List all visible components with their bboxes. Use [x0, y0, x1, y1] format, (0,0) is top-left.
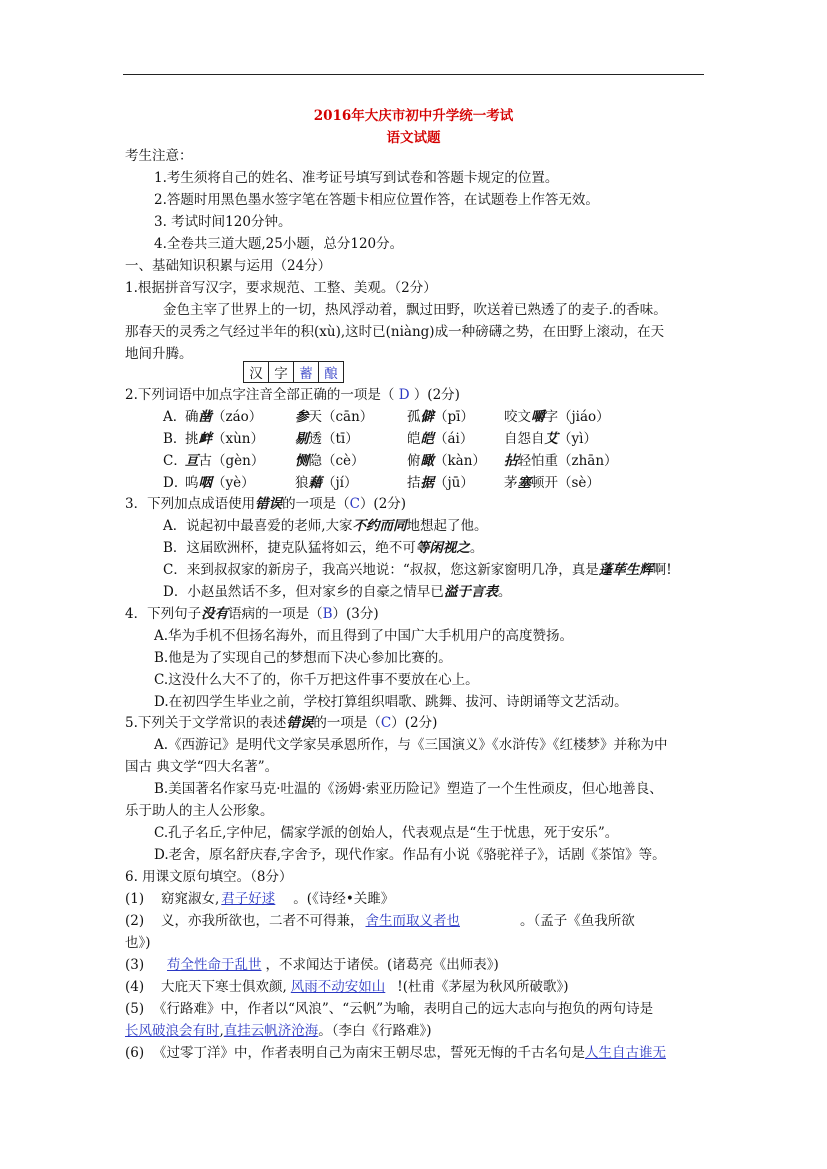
- word-part: 孤: [407, 409, 421, 425]
- grid-cell: 字: [269, 362, 294, 383]
- question-5-line: 乐于助人的主人公形象。: [125, 803, 274, 819]
- question-1-passage: 地间升腾。: [125, 346, 193, 362]
- pinyin: （jū）: [434, 475, 474, 491]
- stem-text: 5.下列关于文学常识的表述: [125, 715, 287, 731]
- fill-item: [125, 890, 711, 908]
- pinyin: （xùn）: [212, 431, 265, 447]
- question-3-option: [163, 539, 711, 557]
- answer-text: 长风破浪会有时: [125, 1023, 220, 1039]
- word-part: 呜: [185, 475, 199, 491]
- option-text: 啊!: [652, 562, 672, 578]
- pinyin: （pī）: [434, 409, 474, 425]
- dotted-char: 恻: [295, 453, 309, 469]
- stem-emphasis: 错误: [255, 496, 283, 512]
- option-text: D．小赵虽然话不多，但对家乡的自豪之情早已: [163, 584, 444, 600]
- item-number: (1): [125, 891, 145, 907]
- question-5-line: C.孔子名丘,字仲尼，儒家学派的创始人，代表观点是“生于忧患，死于安乐”。: [154, 825, 619, 841]
- item-text: ，不求闻达于诸侯。(诸葛亮《出师表》): [265, 957, 499, 973]
- item-text: 窈窕淑女,: [161, 891, 220, 907]
- exam-subtitle: 语文试题: [386, 130, 441, 146]
- notice-heading: 考生注意：: [125, 148, 193, 164]
- stem-text: 的一项是（: [282, 496, 350, 512]
- item-number: (6): [125, 1045, 145, 1061]
- item-text: 。（孟子《鱼我所欲: [520, 913, 635, 929]
- grid-cell-answer: 酿: [319, 362, 344, 383]
- item-text: 。(《诗经•关雎》: [293, 891, 395, 907]
- pinyin: 隐（cè）: [308, 453, 365, 469]
- word-part: 狼: [295, 475, 309, 491]
- option-text: A．说起初中最喜爱的老师,大家: [163, 518, 353, 534]
- pinyin: 天（cān）: [308, 409, 374, 425]
- pinyin: 古（gèn）: [198, 453, 265, 469]
- notice-item: 4.全卷共三道大题,25小题，总分120分。: [154, 236, 404, 252]
- question-4-option: A.华为手机不但扬名海外，而且得到了中国广大手机用户的高度赞扬。: [154, 628, 574, 644]
- dotted-char: 凿: [198, 409, 212, 425]
- question-2-option-row: [163, 452, 711, 470]
- answer-text: 风雨不动安如山: [290, 979, 386, 995]
- dotted-char: 瞰: [420, 453, 434, 469]
- stem-text: ）(3分): [332, 606, 379, 622]
- stem-emphasis: 没有: [201, 606, 229, 622]
- stem-text: 2.下列词语中加点字注音全部正确的一项是（: [125, 387, 395, 403]
- item-number: (4): [125, 979, 145, 995]
- item-text: 。（李白《行路难》): [318, 1023, 432, 1039]
- idiom: 不约而同: [352, 518, 407, 534]
- idiom: 蓬荜生辉: [598, 562, 653, 578]
- question-1-stem: 1.根据拼音写汉字，要求规范、工整、美观。（2分）: [125, 280, 437, 296]
- option-text: B．这届欧洲杯，捷克队猛将如云，绝不可: [163, 540, 416, 556]
- stem-text: ）(2分): [391, 715, 438, 731]
- question-5-stem: [125, 714, 711, 732]
- answer-grid: [243, 361, 344, 383]
- question-5-line: D.老舍，原名舒庆春,字舍予，现代作家。作品有小说《骆驼祥子》，话剧《茶馆》等。: [154, 847, 666, 863]
- fill-item: [125, 912, 711, 930]
- word-part: 俯: [407, 453, 421, 469]
- item-text: 大庇天下寒士俱欢颜,: [161, 979, 287, 995]
- stem-text: ）(2分): [359, 496, 407, 512]
- question-1-passage: 那春天的灵秀之气经过半年的积(xù),这时已(niàng)成一种磅礴之势，在田野上滚动，在天: [125, 324, 665, 340]
- idiom: 溢于言表: [443, 584, 498, 600]
- fill-item: [125, 956, 711, 974]
- stem-text: 的一项是（: [313, 715, 381, 731]
- item-text: ,: [219, 1023, 224, 1039]
- option-label: A．: [163, 409, 187, 425]
- pinyin: 顿开（sè）: [531, 475, 600, 491]
- pinyin: （jí）: [322, 475, 358, 491]
- answer-mark: C: [380, 715, 392, 731]
- notice-item: 3. 考试时间120分钟。: [154, 214, 292, 230]
- item-text: !(杜甫《茅屋为秋风所破歌》): [397, 979, 569, 995]
- answer-text: 舍生而取义者也: [365, 913, 460, 929]
- option-text: C．来到叔叔家的新房子，我高兴地说：“叔叔，您这新家窗明几净，真是: [163, 562, 599, 578]
- stem-text: 语病的一项是（: [228, 606, 323, 622]
- option-label: D．: [163, 475, 188, 491]
- notice-item: 1.考生须将自己的姓名、准考证号填写到试卷和答题卡规定的位置。: [154, 170, 559, 186]
- grid-cell: 汉: [244, 362, 269, 383]
- word-part: 确: [185, 409, 199, 425]
- option-text: 。: [497, 584, 512, 600]
- dotted-char: 参: [295, 409, 309, 425]
- question-3-option: [163, 583, 711, 601]
- word-part: 咬文: [504, 409, 531, 425]
- dotted-char: 皑: [420, 431, 434, 447]
- option-text: 地想起了他。: [406, 518, 488, 534]
- answer-text: 君子好逑: [221, 891, 276, 907]
- section-heading: 一、基础知识积累与运用（24分）: [125, 258, 332, 274]
- pinyin: （kàn）: [434, 453, 486, 469]
- fill-item: [125, 978, 711, 996]
- idiom: 等闲视之: [415, 540, 470, 556]
- dotted-char: 藉: [308, 475, 322, 491]
- pinyin: （yè）: [212, 475, 255, 491]
- question-3-option: [163, 517, 711, 535]
- pinyin: （záo）: [212, 409, 263, 425]
- word-part: 皑: [407, 431, 421, 447]
- dotted-char: 拈: [504, 453, 518, 469]
- dotted-char: 艾: [544, 431, 558, 447]
- pinyin: （yì）: [558, 431, 597, 447]
- dotted-char: 僻: [420, 409, 434, 425]
- dotted-char: 咽: [198, 475, 212, 491]
- word-part: 茅: [504, 475, 518, 491]
- pinyin: 字（jiáo）: [544, 409, 610, 425]
- item-number: (5): [125, 1001, 145, 1017]
- answer-text: 苟全性命于乱世: [167, 957, 262, 973]
- answer-mark: B: [322, 606, 333, 622]
- fill-item-continued: 也》): [125, 935, 151, 951]
- question-4-stem: [125, 605, 711, 623]
- fill-item: [125, 1000, 711, 1018]
- exam-title: 2016年大庆市初中升学统一考试: [313, 108, 514, 124]
- question-1-passage: 金色主宰了世界上的一切，热风浮动着，飘过田野，吹送着已熟透了的麦子.的香味。: [163, 302, 667, 318]
- stem-text: ）(2分): [413, 387, 460, 403]
- fill-item-continued: [125, 1022, 711, 1040]
- notice-item: 2.答题时用黑色墨水签字笔在答题卡相应位置作答，在试题卷上作答无效。: [154, 192, 599, 208]
- dotted-char: 衅: [198, 431, 212, 447]
- word-part: 拮: [407, 475, 421, 491]
- header-rule: [123, 74, 704, 75]
- word-part: 自怨自: [504, 431, 545, 447]
- question-6-stem: 6. 用课文原句填空。（8分）: [125, 869, 293, 885]
- question-4-option: C.这没什么大不了的，你千万把这件事不要放在心上。: [154, 672, 479, 688]
- question-5-line: B.美国著名作家马克·吐温的《汤姆·索亚历险记》塑造了一个生性顽皮，但心地善良、: [154, 781, 663, 797]
- answer-text: 直挂云帆济沧海: [223, 1023, 319, 1039]
- answer-text: 人生自古谁无: [585, 1045, 666, 1061]
- question-3-option: [163, 561, 711, 579]
- stem-text: 3．下列加点成语使用: [125, 496, 256, 512]
- answer-mark: C: [349, 496, 360, 512]
- answer-mark: D: [398, 387, 410, 403]
- word-part: 挑: [185, 431, 199, 447]
- question-3-stem: [125, 495, 711, 513]
- grid-cell-answer: 蓄: [294, 362, 319, 383]
- question-2-stem: [125, 386, 711, 404]
- item-text: 《行路难》中，作者以“风浪”、“云帆”为喻，表明自己的远大志向与抱负的两句诗是: [153, 1001, 654, 1017]
- question-5-line: A.《西游记》是明代文学家吴承恩所作，与《三国演义》《水浒传》《红楼梦》并称为中: [154, 737, 668, 753]
- question-2-option-row: [163, 408, 711, 426]
- item-number: (3): [125, 957, 145, 973]
- item-text: 义，亦我所欲也，二者不可得兼，: [161, 913, 364, 929]
- option-text: 。: [469, 540, 484, 556]
- question-4-option: D.在初四学生毕业之前，学校打算组织唱歌、跳舞、拔河、诗朗诵等文艺活动。: [154, 694, 628, 710]
- dotted-char: 嚼: [531, 409, 545, 425]
- item-number: (2): [125, 913, 145, 929]
- fill-item: [125, 1044, 711, 1062]
- option-label: B．: [163, 431, 187, 447]
- question-4-option: B.他是为了实现自己的梦想而下决心参加比赛的。: [154, 650, 452, 666]
- dotted-char: 塞: [517, 475, 531, 491]
- dotted-char: 亘: [185, 453, 199, 469]
- stem-text: 4．下列句子: [125, 606, 202, 622]
- question-2-option-row: [163, 430, 711, 448]
- dotted-char: 剔: [295, 431, 309, 447]
- question-5-line: 国古 典文学“四大名著”。: [125, 759, 279, 775]
- pinyin: 轻怕重（zhān）: [517, 453, 618, 469]
- stem-emphasis: 错误: [286, 715, 314, 731]
- question-2-option-row: [163, 474, 711, 492]
- pinyin: 透（tī）: [308, 431, 359, 447]
- dotted-char: 据: [420, 475, 434, 491]
- pinyin: （ái）: [434, 431, 474, 447]
- item-text: 《过零丁洋》中，作者表明自己为南宋王朝尽忠，誓死无悔的千古名句是: [153, 1045, 585, 1061]
- option-label: C．: [163, 453, 187, 469]
